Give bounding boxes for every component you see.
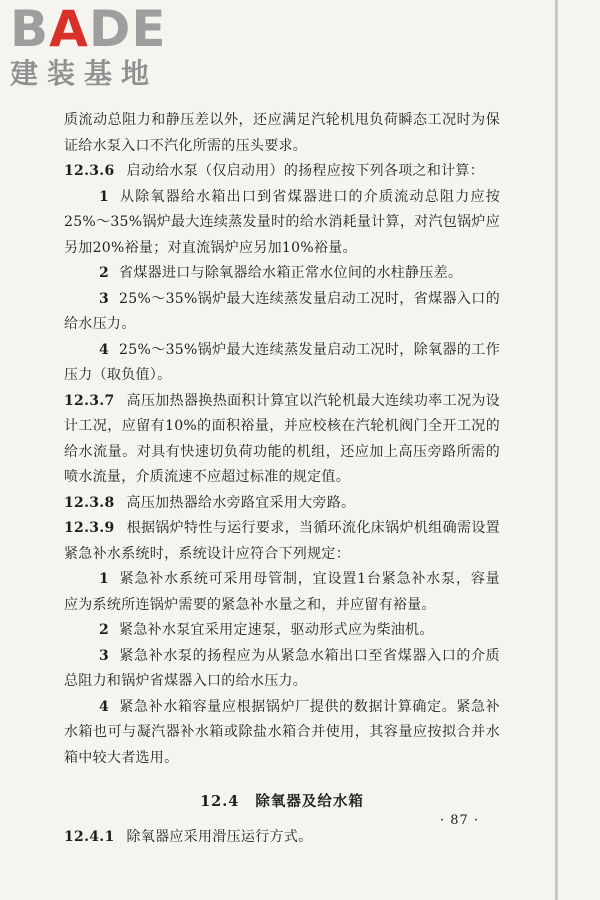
page-number: · 87 · (440, 813, 480, 828)
list-item (64, 287, 500, 338)
item-number: 2 (99, 622, 110, 638)
paragraph-text: 25%～35%锅炉最大连续蒸发量启动工况时，省煤器入口的给水压力。 (64, 290, 500, 332)
clause-number: 12.4.1 (64, 829, 115, 845)
item-number: 4 (99, 341, 110, 358)
clause-number: 12.3.8 (64, 494, 115, 511)
bade-logo (10, 0, 167, 90)
clause-paragraph (64, 491, 500, 517)
clause-paragraph (64, 389, 500, 491)
paragraph-text: 除氧器应采用滑压运行方式。 (126, 829, 313, 845)
section-number: 12.4 (200, 793, 240, 810)
section-heading (64, 790, 500, 811)
logo-letter-b: B (10, 0, 50, 58)
logo-letter-a: A (49, 0, 89, 58)
clauses-12-3 (64, 108, 500, 771)
list-item (64, 618, 500, 644)
list-item (64, 567, 500, 618)
book-spine-shadow (555, 0, 558, 900)
list-item (64, 644, 500, 695)
paragraph-text: 25%～35%锅炉最大连续蒸发量启动工况时，除氧器的工作压力（取负值）。 (64, 341, 500, 383)
list-item (64, 261, 500, 287)
logo-letters-de: DE (88, 0, 167, 58)
paragraph-text: 质流动总阻力和静压差以外，还应满足汽轮机甩负荷瞬态工况时为保证给水泵入口不汽化所需的压头要求。 (64, 112, 500, 154)
clause-paragraph (64, 825, 500, 851)
logo-brand (10, 0, 167, 58)
item-number: 2 (99, 265, 110, 281)
page-body (64, 108, 500, 851)
item-number: 3 (99, 290, 110, 307)
paragraph-continuation (64, 108, 500, 159)
clauses-12-4 (64, 825, 500, 851)
item-number: 4 (99, 698, 110, 715)
paragraph-text: 紧急补水泵宜采用定速泵，驱动形式应为柴油机。 (119, 622, 434, 638)
clause-number: 12.3.6 (64, 163, 115, 179)
clause-number: 12.3.9 (64, 520, 115, 536)
section-title: 除氧器及给水箱 (255, 793, 364, 810)
paragraph-text: 从除氧器给水箱出口到省煤器进口的介质流动总阻力应按25%～35%锅炉最大连续蒸发量时的给水消耗量计算，对汽包锅炉应另加20%裕量；对直流锅炉应另加10%裕量。 (64, 188, 500, 256)
item-number: 3 (99, 647, 110, 664)
item-number: 1 (99, 571, 110, 587)
clause-number: 12.3.7 (64, 392, 115, 409)
paragraph-text: 启动给水泵（仅启动用）的扬程应按下列各项之和计算： (126, 163, 485, 179)
paragraph-text: 紧急补水泵的扬程应为从紧急水箱出口至省煤器入口的介质总阻力和锅炉省煤器入口的给水压力。 (64, 647, 500, 689)
paragraph-text: 省煤器进口与除氧器给水箱正常水位间的水柱静压差。 (119, 265, 463, 281)
paragraph-text: 高压加热器给水旁路宜采用大旁路。 (126, 494, 356, 511)
paragraph-text: 紧急补水系统可采用母管制，宜设置1台紧急补水泵，容量应为系统所连锅炉需要的紧急补水量之和，并应留有裕量。 (64, 571, 500, 613)
paragraph-text: 高压加热器换热面积计算宜以汽轮机最大连续功率工况为设计工况，应留有10%的面积裕量，并应校核在汽轮机阀门全开工况的给水流量。对具有快速切负荷功能的机组，还应加上高压旁路所需的喷水流量，介质流速不应超过标准的规定值。 (64, 392, 500, 485)
clause-paragraph (64, 516, 500, 567)
item-number: 1 (99, 188, 110, 205)
clause-paragraph (64, 159, 500, 185)
list-item (64, 695, 500, 772)
paragraph-text: 根据锅炉特性与运行要求，当循环流化床锅炉机组确需设置紧急补水系统时，系统设计应符合下列规定： (64, 520, 500, 562)
logo-subtitle: 建装基地 (10, 57, 159, 90)
list-item (64, 338, 500, 389)
list-item (64, 185, 500, 262)
paragraph-text: 紧急补水箱容量应根据锅炉厂提供的数据计算确定。紧急补水箱也可与凝汽器补水箱或除盐水箱合并使用，其容量应按拟合并水箱中较大者选用。 (64, 698, 500, 766)
